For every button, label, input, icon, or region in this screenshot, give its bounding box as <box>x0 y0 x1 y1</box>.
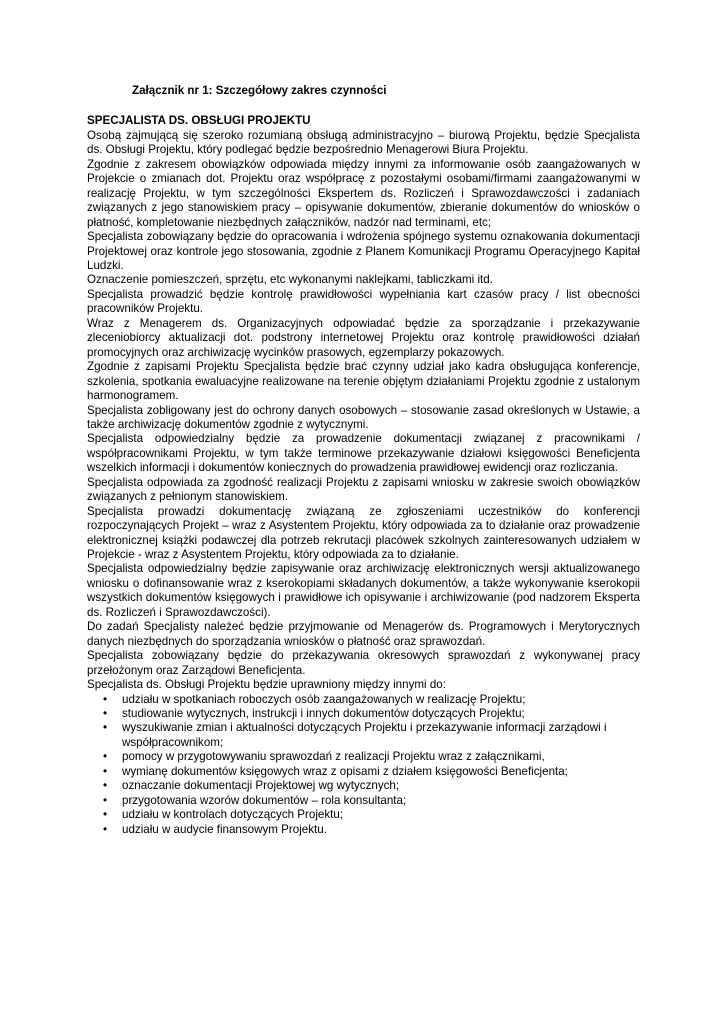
list-item <box>87 794 640 808</box>
bullet-icon: • <box>103 822 108 836</box>
list-item-text: udziału w kontrolach dotyczących Projektu; <box>122 808 344 822</box>
list-item <box>87 721 640 750</box>
bullet-icon: • <box>103 779 108 793</box>
list-item <box>87 750 640 764</box>
list-item-text: udziału w spotkaniach roboczych osób zaangażowanych w realizację Projektu; <box>122 692 526 706</box>
bullet-icon: • <box>103 707 108 721</box>
paragraph: Specjalista zobowiązany będzie do opracowania i wdrożenia spójnego systemu oznakowania dokumentacji Projektowej oraz kontrole jego stosowania, zgodnie z Planem Komunikacji Programu Operacyjnego Kapitał Ludzki. <box>87 230 640 272</box>
bullet-icon: • <box>103 721 108 735</box>
permissions-list <box>87 693 640 838</box>
list-item-text: pomocy w przygotowywaniu sprawozdań z realizacji Projektu wraz z załącznikami, <box>122 750 545 764</box>
section-heading: SPECJALISTA DS. OBSŁUGI PROJEKTU <box>87 114 311 128</box>
paragraph: Specjalista odpowiedzialny będzie zapisywanie oraz archiwizację elektronicznych wersji aktualizowanego wniosku o dofinansowanie wraz z kserokopiami składanych dokumentów, a także wykonywanie kserokopii wszystkich dokumentów księgowych i prawidłowe ich opisywanie i archiwizowanie (pod nadzorem Eksperta ds. Rozliczeń i Sprawozdawczości). <box>87 562 640 619</box>
paragraph: Osobą zajmującą się szeroko rozumianą obsługą administracyjno – biurową Projektu, będzie Specjalista ds. Obsługi Projektu, który podlegać będzie bezpośrednio Menagerowi Biura Projektu. <box>87 128 640 157</box>
bullet-icon: • <box>103 808 108 822</box>
list-item <box>87 779 640 793</box>
paragraph: Zgodnie z zakresem obowiązków odpowiada między innymi za informowanie osób zaangażowanych w Projekcie o zmianach dot. Projektu oraz współpracę z pozostałymi osobami/firmami zaangażowanymi w realizację Projektu, w tym szczególności Ekspertem ds. Rozliczeń i Sprawozdawczości i zadaniach związanych z jego stanowiskiem pracy – opisywanie dokumentów, zbieranie dokumentów do wniosków o płatność, kompletowanie niezbędnych załączników, nadzór nad terminami, etc; <box>87 157 640 229</box>
list-item-text: oznaczanie dokumentacji Projektowej wg wytycznych; <box>122 779 400 793</box>
list-item-text: udziału w audycie finansowym Projektu. <box>122 822 327 836</box>
document-page <box>87 84 640 837</box>
paragraph: Specjalista zobligowany jest do ochrony danych osobowych – stosowanie zasad określonych w Ustawie, a także archiwizację dokumentów zgodnie z wytycznymi. <box>87 403 640 431</box>
list-item-text: wymianę dokumentów księgowych wraz z opisami z działem księgowości Beneficjenta; <box>122 764 568 778</box>
bullet-icon: • <box>103 793 108 807</box>
paragraph: Oznaczenie pomieszczeń, sprzętu, etc wykonanymi naklejkami, tabliczkami itd. <box>87 273 493 287</box>
bullet-icon: • <box>103 750 108 764</box>
list-item-text: wyszukiwanie zmian i aktualności dotyczących Projektu i przekazywanie informacji zarządowi i współpracownikom; <box>122 721 607 749</box>
bullet-icon: • <box>103 764 108 778</box>
paragraph: Specjalista odpowiada za zgodność realizacji Projektu z zapisami wniosku w zakresie swoich obowiązków związanych z pełnionym stanowiskiem. <box>87 475 640 504</box>
attachment-title: Załącznik nr 1: Szczegółowy zakres czynności <box>132 84 387 97</box>
paragraph: Specjalista prowadzi dokumentację związaną ze zgłoszeniami uczestników do konferencji rozpoczynających Projekt – wraz z Asystentem Projektu, który odpowiada za to działanie oraz prowadzenie elektronicznej książki podawczej dla potrzeb rekrutacji placówek szkolnych zainteresowanych udziałem w Projekcie - wraz z Asystentem Projektu, który odpowiada za to działanie. <box>87 504 640 562</box>
paragraph: Do zadań Specjalisty należeć będzie przyjmowanie od Menagerów ds. Programowych i Merytorycznych danych niezbędnych do sporządzania wniosków o płatność oraz sprawozdań. <box>87 620 640 648</box>
paragraph: Specjalista odpowiedzialny będzie za prowadzenie dokumentacji związanej z pracownikami / współpracownikami Projektu, w tym także terminowe przekazywanie działowi księgowości Beneficjenta wszelkich informacji i dokumentów koniecznych do prowadzenia prawidłowej ewidencji oraz rozliczania. <box>87 432 640 475</box>
paragraph: Specjalista zobowiązany będzie do przekazywania okresowych sprawozdań z wykonywanej pracy przełożonym oraz Zarządowi Beneficjenta. <box>87 649 640 677</box>
list-item-text: studiowanie wytycznych, instrukcji i innych dokumentów dotyczących Projektu; <box>122 707 525 721</box>
list-item <box>87 823 640 837</box>
paragraph: Specjalista prowadzić będzie kontrolę prawidłowości wypełniania kart czasów pracy / list obecności pracowników Projektu. <box>87 287 640 316</box>
list-item <box>87 707 640 721</box>
list-item <box>87 765 640 779</box>
list-item-text: przygotowania wzorów dokumentów – rola konsultanta; <box>122 793 407 807</box>
paragraph: Zgodnie z zapisami Projektu Specjalista będzie brać czynny udział jako kadra obsługująca konferencje, szkolenia, spotkania ewaluacyjne realizowane na terenie objętym działaniami Projektu zgodnie z ustalonym harmonogramem. <box>87 360 640 403</box>
list-item <box>87 808 640 822</box>
list-item <box>87 693 640 707</box>
paragraph: Wraz z Menagerem ds. Organizacyjnych odpowiadać będzie za sporządzanie i przekazywanie zleceniobiorcy aktualizacji dot. podstrony internetowej Projektu oraz kontrolę prawidłowości działań promocyjnych oraz archiwizację wycinków prasowych, egzemplarzy pokazowych. <box>87 316 640 359</box>
bullet-icon: • <box>103 692 108 706</box>
spacer <box>87 98 640 114</box>
paragraph: Specjalista ds. Obsługi Projektu będzie uprawniony między innymi do: <box>87 678 446 692</box>
